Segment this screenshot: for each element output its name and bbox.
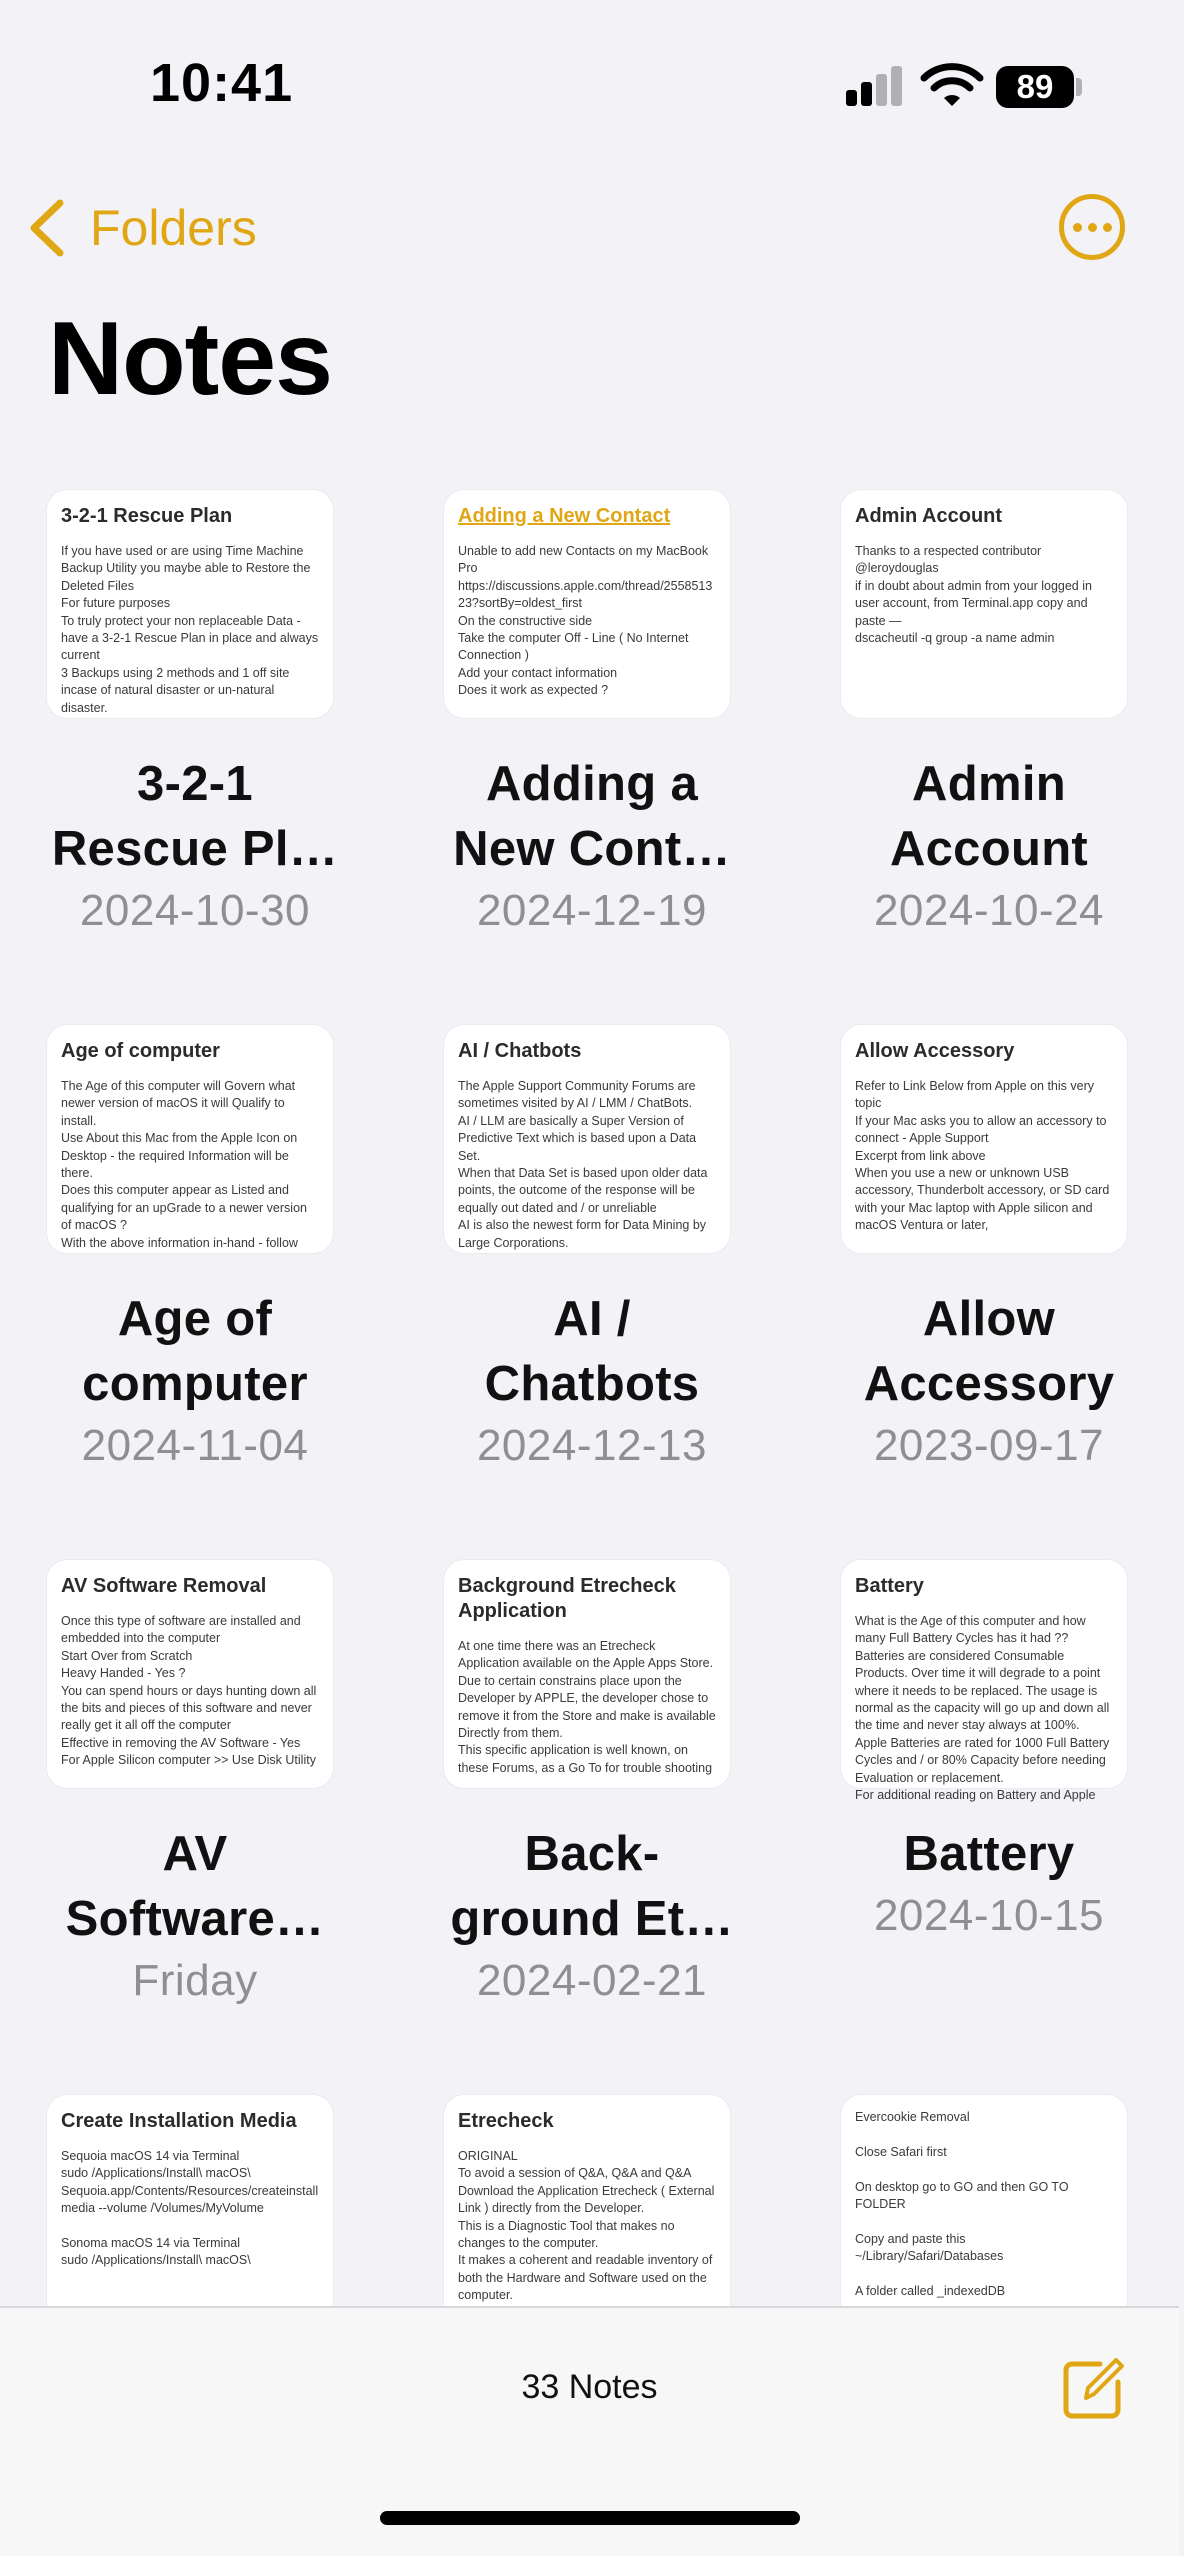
note-card-body: The Apple Support Community Forums are sometimes visited by AI / LMM / ChatBots. AI / LLM are basically a Super Version of Predictive Text which is based upon a Data Set. When that Data Set is based upon older data points, the outcome of the response will be equally out dated and / or unreliable AI is also the newest form for Data Mining by Large Corporations.: [458, 1079, 708, 1250]
note-card-title: Age of computer: [61, 1040, 220, 1062]
note-card-body: ORIGINAL To avoid a session of Q&A, Q&A and Q&A Download the Application Etrecheck ( External Link ) directly from the Developer. This is a Diagnostic Tool that makes no changes to the computer. It makes a coherent and readable inventory of both the Hardware and Software used on the computer.: [458, 2149, 715, 2303]
note-preview-card[interactable]: [444, 2095, 730, 2323]
page-title: Notes: [48, 301, 332, 417]
note-preview-card[interactable]: [47, 1560, 333, 1788]
note-card-body: The Age of this computer will Govern what newer version of macOS it will Qualify to install. Use About this Mac from the Apple Icon on Desktop - the required Information will be there. Does this computer appear as Listed and qualifying for an upGrade to a newer version of macOS ? With the above information in-hand - follow: [61, 1079, 307, 1250]
back-label: Folders: [90, 200, 257, 256]
note-preview-card[interactable]: [841, 2095, 1127, 2323]
note-date: 2023-09-17: [873, 1421, 1105, 1470]
note-card-title: Background Etrecheck Application: [458, 1575, 676, 1622]
note-card-title: 3-2-1 Rescue Plan: [61, 505, 233, 527]
notes-count: 33 Notes: [521, 2368, 658, 2406]
note-card-body: At one time there was an Etrecheck Application available on the Apple Apps Store. Due to certain constrains place upon the Developer by APPLE, the developer chose to remove it from the Store and make is available Directly from them. This specific application is well known, on these Forums, as a Go To for trouble shooting: [458, 1639, 716, 1775]
home-indicator[interactable]: [380, 2511, 800, 2525]
note-card-body: What is the Age of this computer and how many Full Battery Cycles has it had ?? Batteries are considered Consumable Products. Over time it will degrade to a point where it needs to be replaced. The usage is normal as the capacity will go up and down all the time and never stay always at 100%. Apple Batteries are rated for 1000 Full Battery Cycles and / or 80% Capacity before needing Evaluation or replacement. For additional reading on Battery and Apple: [855, 1614, 1110, 1803]
compose-icon[interactable]: [1060, 2356, 1126, 2422]
note-preview-card[interactable]: [444, 1025, 730, 1253]
note-card-title: Etrecheck: [458, 2110, 554, 2132]
wifi-icon: [920, 60, 984, 108]
note-card-title: AI / Chatbots: [458, 1040, 582, 1062]
note-card-body: Once this type of software are installed and embedded into the computer Start Over from Scratch Heavy Handed - Yes ? You can spend hours or days hunting down all the bits and pieces of this software and never really get it all off the computer Effective in removing the AV Software - Yes For Apple Silicon computer >> Use Disk Utility: [61, 1614, 317, 1768]
note-card-title: Create Installation Media: [61, 2110, 297, 2132]
note-card-title: AV Software Removal: [61, 1575, 267, 1597]
note-date: 2024-12-19: [476, 886, 708, 935]
status-time: 10:41: [150, 53, 294, 113]
note-card-body: Refer to Link Below from Apple on this very topic If your Mac asks you to allow an accessory to connect - Apple Support Excerpt from link above When you use a new or unknown USB accessory, Thunderbolt accessory, or SD card with your Mac laptop with Apple silicon and macOS Ventura or later,: [855, 1079, 1110, 1233]
note-card-title: Battery: [855, 1575, 924, 1597]
note-title: Back- ground Et…: [450, 1827, 734, 1946]
back-button[interactable]: [24, 192, 257, 264]
note-card-body: Unable to add new Contacts on my MacBook Pro https://discussions.apple.com/thread/255851323?sortBy=oldest_first On the constructive side Take the computer Off - Line ( No Internet Connection ) Add your contact information Does it work as expected ?: [458, 544, 713, 698]
note-title: Age of computer: [82, 1292, 308, 1411]
note-date: 2024-10-24: [873, 886, 1105, 935]
chevron-left-icon: [24, 197, 68, 259]
cellular-signal-icon: [846, 64, 906, 106]
note-title: Battery: [903, 1827, 1075, 1881]
note-title: AI / Chatbots: [484, 1292, 700, 1411]
note-preview-card[interactable]: [444, 490, 730, 718]
battery-cap: [1076, 78, 1082, 96]
note-date: 2024-10-15: [873, 1891, 1105, 1940]
ellipsis-icon: [1073, 223, 1082, 232]
note-preview-card[interactable]: [47, 490, 333, 718]
note-card-title: Adding a New Contact: [458, 505, 671, 527]
note-preview-card[interactable]: [47, 1025, 333, 1253]
note-preview-card[interactable]: [841, 1560, 1127, 1803]
note-title: AV Software…: [65, 1827, 325, 1946]
note-title: Adding a New Cont…: [453, 757, 731, 876]
more-options-button[interactable]: [1059, 194, 1125, 260]
note-card-title: Allow Accessory: [855, 1040, 1015, 1062]
note-date: 2024-10-30: [79, 886, 311, 935]
note-date: 2024-12-13: [476, 1421, 708, 1470]
note-date: 2024-11-04: [81, 1421, 309, 1470]
note-title: Admin Account: [889, 757, 1089, 876]
note-card-body: If you have used or are using Time Machine Backup Utility you maybe able to Restore the Deleted Files For future purposes To truly protect your non replaceable Data - have a 3-2-1 Rescue Plan in place and always current 3 Backups using 2 methods and 1 off site incase of natural disaster or un-natural disaster.: [61, 544, 319, 715]
note-card-body: Evercookie Removal Close Safari first On desktop go to GO and then GO TO FOLDER Copy and paste this ~/Library/Safari/Databases A folder called _indexedDB: [855, 2110, 1069, 2299]
note-card-title: Admin Account: [855, 505, 1003, 527]
note-preview-card[interactable]: [841, 1025, 1127, 1253]
note-card-body: Thanks to a respected contributor @leroydouglas if in doubt about admin from your logged in user account, from Terminal.app copy and paste — dscacheutil -q group -a name admin: [855, 544, 1092, 646]
note-title: Allow Accessory: [863, 1292, 1115, 1411]
note-preview-card[interactable]: [47, 2095, 333, 2323]
note-card-body: Sequoia macOS 14 via Terminal sudo /Applications/Install\ macOS\ Sequoia.app/Contents/Resources/createinstallmedia --volume /Volumes/MyVolume Sonoma macOS 14 via Terminal sudo /Applications/Install\ macOS\: [61, 2149, 319, 2268]
note-date: Friday: [132, 1956, 258, 2005]
battery-icon: 89: [996, 66, 1074, 108]
note-preview-card[interactable]: [841, 490, 1127, 718]
note-title: 3-2-1 Rescue Pl…: [51, 757, 339, 876]
note-preview-card[interactable]: [444, 1560, 730, 1788]
note-date: 2024-02-21: [476, 1956, 708, 2005]
